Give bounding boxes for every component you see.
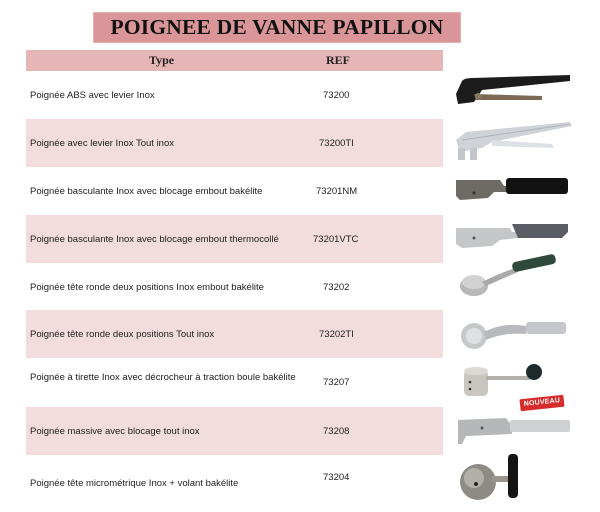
- row-ref: 73208: [323, 426, 350, 437]
- header-ref: REF: [326, 53, 350, 67]
- stainless-lever-handle-image: [452, 118, 577, 163]
- table-row: [26, 407, 443, 455]
- row-type: Poignée tête ronde deux positions Tout inox: [30, 329, 215, 340]
- row-ref: 73202TI: [319, 329, 354, 340]
- table-row: [26, 455, 443, 512]
- row-type: Poignée basculante Inox avec blocage embout bakélite: [30, 186, 263, 197]
- table-row: [26, 167, 443, 215]
- table-row: [26, 263, 443, 310]
- row-ref: 73200: [323, 90, 350, 101]
- header-type: Type: [149, 53, 175, 67]
- row-type: Poignée ABS avec levier Inox: [30, 90, 155, 101]
- row-type: Poignée basculante Inox avec blocage embout thermocollé: [30, 234, 279, 245]
- row-type: Poignée tête micrométrique Inox + volant bakélite: [30, 478, 239, 489]
- table-row: [26, 215, 443, 263]
- table-row: [26, 358, 443, 407]
- row-ref: 73200TI: [319, 138, 354, 149]
- pull-handle-ball-knob-image: [452, 358, 577, 400]
- tilting-handle-thermo-grip-image: [452, 222, 577, 252]
- row-type: Poignée tête ronde deux positions Inox embout bakélite: [30, 282, 264, 293]
- table-row: [26, 119, 443, 167]
- massive-locking-handle-image: [452, 414, 577, 446]
- row-ref: 73201NM: [316, 186, 358, 197]
- table-row: [26, 310, 443, 358]
- round-head-handle-green-grip-image: [452, 252, 577, 300]
- page-title-text: POIGNEE DE VANNE PAPILLON: [110, 15, 444, 39]
- row-type: Poignée massive avec blocage tout inox: [30, 426, 200, 437]
- row-ref: 73201VTC: [313, 234, 359, 245]
- new-badge: NOUVEAU: [519, 395, 564, 412]
- row-ref: 73207: [323, 377, 350, 388]
- round-head-handle-stainless-image: [452, 314, 577, 356]
- row-type: Poignée avec levier Inox Tout inox: [30, 138, 174, 149]
- row-ref: 73204: [323, 472, 350, 483]
- row-ref: 73202: [323, 282, 350, 293]
- page-title: [93, 12, 461, 43]
- tilting-handle-bakelite-grip-image: [452, 176, 577, 206]
- table-header: [26, 50, 443, 71]
- row-type: Poignée à tirette Inox avec décrocheur à traction boule bakélite: [30, 372, 296, 383]
- table-row: [26, 71, 443, 119]
- micrometric-head-handwheel-image: [452, 450, 577, 505]
- black-abs-lever-handle-image: [452, 72, 577, 112]
